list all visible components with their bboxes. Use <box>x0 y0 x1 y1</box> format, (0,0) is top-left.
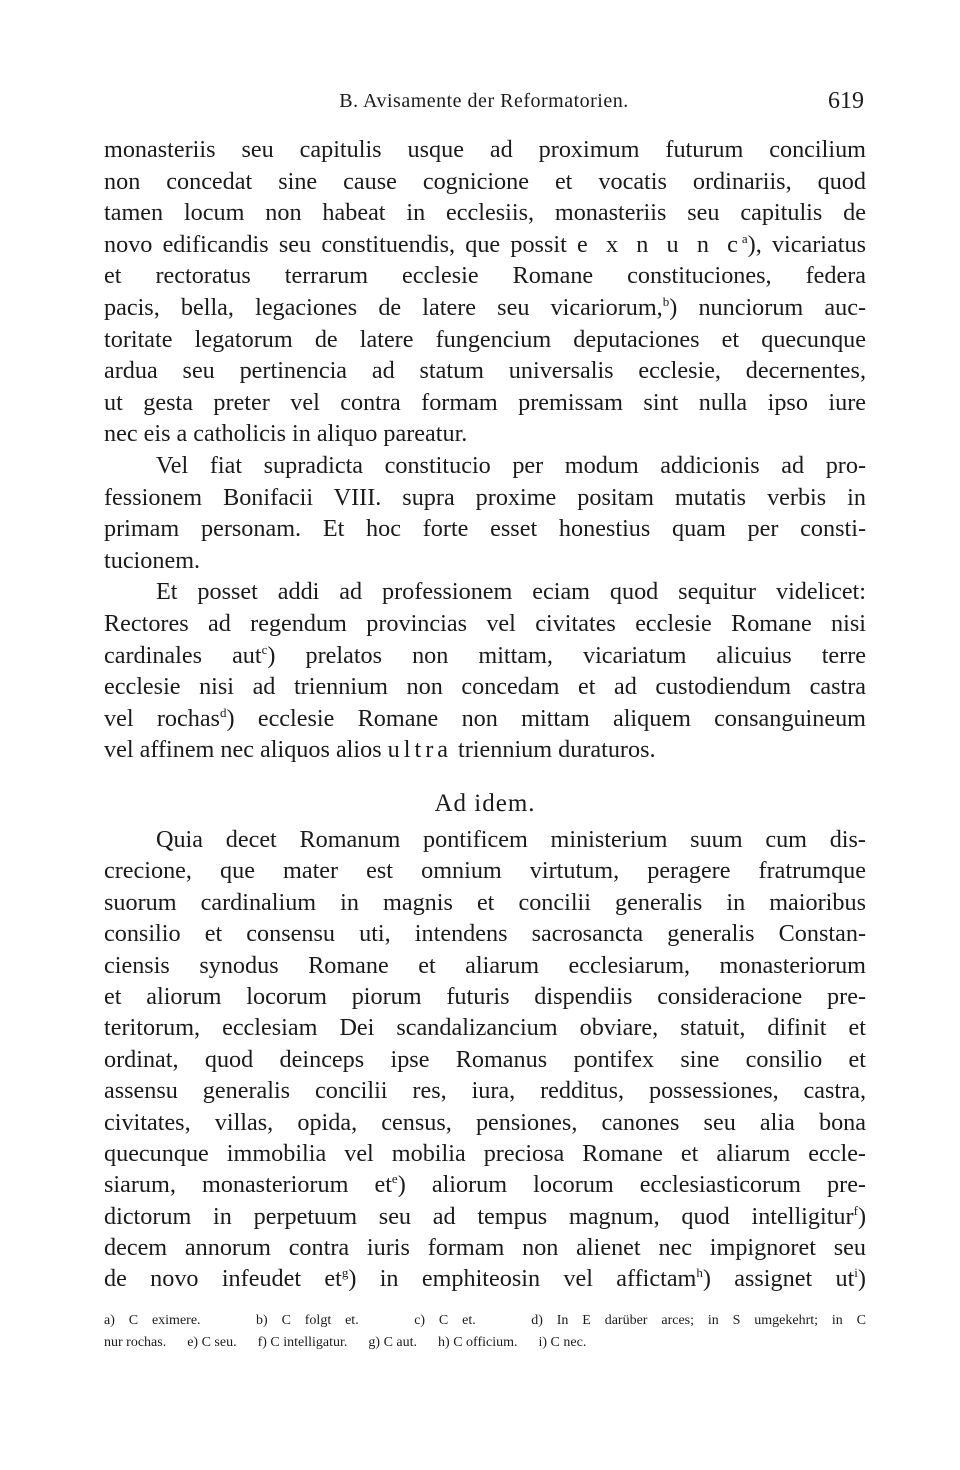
text-line: consilio et consensu uti, intendens sacrosancta generalis Constan- <box>104 920 866 948</box>
text-segment: vel rochas <box>104 704 220 732</box>
footnote-line <box>104 1310 866 1332</box>
text-line: teritorum, ecclesiam Dei scandalizancium obviare, statuit, difinit et <box>104 1014 866 1042</box>
text-line: tamen locum non habeat in ecclesiis, monasteriis seu capitulis de <box>104 199 866 227</box>
text-segment: vel affinem nec aliquos alios <box>104 736 382 764</box>
footnote-a: a) C eximere. <box>104 1313 201 1328</box>
text-line: civitates, villas, opida, census, pensiones, canones seu alia bona <box>104 1108 866 1136</box>
footnote-line <box>104 1332 866 1354</box>
footnote-mark: i <box>854 1265 858 1281</box>
footnote-d-cont: arces; in S umgekehrt; in C <box>661 1313 867 1328</box>
footnote-mark: e <box>391 1171 398 1187</box>
footnote-mark: g <box>341 1265 349 1281</box>
text-segment: pacis, bella, legaciones de latere seu vicariorum, <box>104 293 663 321</box>
text-line: crecione, que mater est omnium virtutum, peragere fratrumque <box>104 857 866 885</box>
text-segment: ) <box>857 1202 866 1230</box>
text-line: Quia decet Romanum pontificem ministerium suum cum dis- <box>156 826 866 853</box>
text-line: et aliorum locorum piorum futuris dispendiis consideracione pre- <box>104 982 866 1010</box>
text-segment: novo edificandis seu constituendis, que possit <box>104 230 567 258</box>
text-line: ciensis synodus Romane et aliarum ecclesiarum, monasteriorum <box>104 951 866 979</box>
text-segment: ) nunciorum auc- <box>669 293 867 321</box>
text-segment: cardinales aut <box>104 641 262 669</box>
text-line <box>104 1169 866 1200</box>
text-segment: ) ecclesie Romane non mittam aliquem consanguineum <box>226 704 866 732</box>
text-line <box>104 703 866 735</box>
text-line: monasteriis seu capitulis usque ad proximum futurum concilium <box>104 136 866 163</box>
text-line: et rectoratus terrarum ecclesie Romane constituciones, federa <box>104 262 866 290</box>
text-line: ut gesta preter vel contra formam premissam sint nulla ipso iure <box>104 388 866 416</box>
text-line: assensu generalis concilii res, iura, redditus, possessiones, castra, <box>104 1077 866 1105</box>
text-line: tucionem. <box>104 546 201 574</box>
text-segment: ) in emphiteosin vel affictam <box>348 1265 697 1293</box>
text-segment: ) <box>857 1265 866 1293</box>
footnote-mark: a <box>741 230 748 246</box>
text-line: ardua seu pertinencia ad statum universalis ecclesie, decernentes, <box>104 357 866 385</box>
footnote-mark: c <box>261 641 268 657</box>
text-line <box>104 1201 866 1232</box>
text-line <box>104 1263 866 1294</box>
text-segment: ) assignet ut <box>702 1265 855 1293</box>
text-line: suorum cardinalium in magnis et concilii generalis in maioribus <box>104 888 866 916</box>
text-line: primam personam. Et hoc forte esset honestius quam per consti- <box>104 515 866 543</box>
footnote-g: g) C aut. <box>368 1335 418 1350</box>
footnote-d-end: nur rochas. <box>104 1335 167 1350</box>
footnote-c: c) C et. <box>414 1313 476 1328</box>
footnote-h: h) C officium. <box>438 1335 518 1350</box>
text-line: nec eis a catholicis in aliquo pareatur. <box>104 420 468 448</box>
text-line: ordinat, quod deinceps ipse Romanus pontifex sine consilio et <box>104 1045 866 1073</box>
text-line: fessionem Bonifacii VIII. supra proxime positam mutatis verbis in <box>104 483 866 511</box>
footnote-mark: f <box>853 1202 858 1218</box>
running-head: B. Avisamente der Reformatorien. <box>339 90 629 112</box>
text-segment: ) prelatos non mittam, vicariatum alicuius terre <box>267 641 866 669</box>
footnote-mark: b <box>662 293 670 309</box>
spaced-text: e x n u n c <box>577 230 742 258</box>
text-line: decem annorum contra iuris formam non alienet nec impignoret seu <box>104 1234 866 1262</box>
text-segment: ) aliorum locorum ecclesiasticorum pre- <box>397 1171 866 1199</box>
footnote-mark: d <box>219 704 227 720</box>
text-line: Rectores ad regendum provincias vel civitates ecclesie Romane nisi <box>104 609 866 637</box>
text-line: toritate legatorum de latere fungencium deputaciones et quecunque <box>104 325 866 353</box>
main-text <box>104 134 866 766</box>
spaced-text: ultra <box>387 736 452 764</box>
text-line: non concedat sine cause cognicione et vocatis ordinariis, quod <box>104 167 866 195</box>
text-segment: ), vicariatus <box>747 230 866 258</box>
text-line <box>104 640 866 672</box>
text-line <box>104 734 866 766</box>
footnote-mark: h <box>696 1265 703 1281</box>
page-number: 619 <box>828 88 864 114</box>
text-line <box>104 292 866 324</box>
text-line: quecunque immobilia vel mobilia preciosa Romane et aliarum eccle- <box>104 1139 866 1167</box>
text-segment: de novo infeudet et <box>104 1265 342 1293</box>
text-line: Et posset addi ad professionem eciam quod sequitur videlicet: <box>156 578 866 606</box>
footnote-f: f) C intelligatur. <box>257 1335 348 1350</box>
text-line: ecclesie nisi ad triennium non concedam et ad custodiendum castra <box>104 673 866 701</box>
footnote-b: b) C folgt et. <box>256 1313 359 1328</box>
text-line: Vel fiat supradicta constitucio per modum addicionis ad pro- <box>156 451 866 479</box>
footnote-i: i) C nec. <box>538 1335 587 1350</box>
footnotes <box>104 1310 866 1354</box>
page-header <box>104 88 864 118</box>
footnote-d: d) In E darüber <box>531 1313 648 1328</box>
section-title: Ad idem. <box>434 790 536 817</box>
footnote-e: e) C seu. <box>187 1335 237 1350</box>
section-text <box>104 824 866 1295</box>
text-line <box>104 229 866 261</box>
text-segment: dictorum in perpetuum seu ad tempus magnum, quod intelligitur <box>104 1202 854 1230</box>
text-segment: siarum, monasteriorum et <box>104 1171 392 1199</box>
text-segment: triennium duraturos. <box>458 736 656 764</box>
